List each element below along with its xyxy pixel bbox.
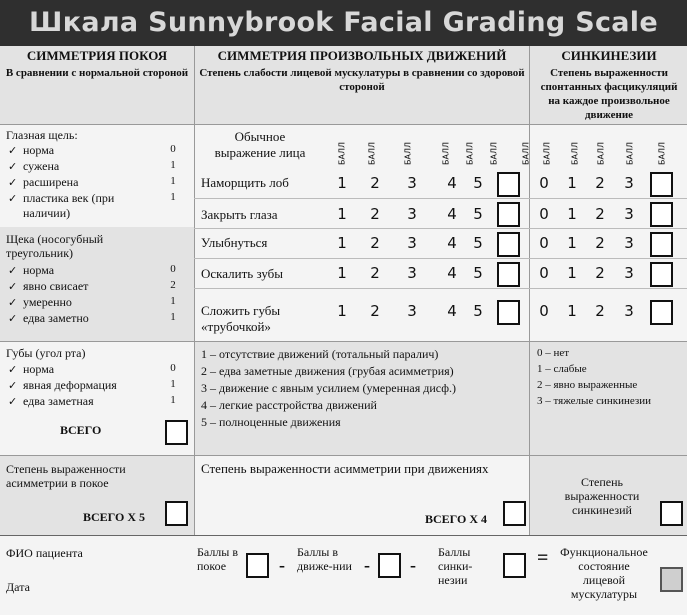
synkinesis-score-box[interactable] (650, 172, 673, 197)
movement-legend-4: 4 – легкие расстройства движений (201, 398, 377, 412)
row-label-smile: Улыбнуться (201, 235, 268, 250)
movement-severity-label: Степень выраженности асимметрии при движениях (201, 461, 489, 476)
score: 0 (170, 362, 176, 374)
score-option[interactable]: 3 (624, 264, 634, 282)
score-option[interactable]: 5 (473, 174, 483, 192)
score: 0 (170, 143, 176, 155)
score: 1 (170, 311, 176, 323)
score-option[interactable]: 1 (567, 302, 577, 320)
equals-sign: = (537, 547, 549, 569)
rest-header: СИММЕТРИЯ ПОКОЯ В сравнении с нормальной стороной (5, 48, 189, 79)
movement-score-box[interactable] (497, 300, 520, 325)
movement-score-box[interactable] (497, 232, 520, 257)
score-option[interactable]: 1 (567, 205, 577, 223)
movement-legend-3: 3 – движение с явным усилием (умеренная дисф.) (201, 381, 457, 395)
ball-header: БАЛЛ (465, 142, 475, 165)
movement-score-label: Баллы в движе-нии (297, 545, 352, 573)
ball-header: БАЛЛ (657, 142, 667, 165)
synkinesis-score-final-box[interactable] (503, 553, 526, 578)
score-option[interactable]: 2 (370, 174, 380, 192)
score-option[interactable]: 1 (567, 174, 577, 192)
score-option[interactable]: 1 (567, 264, 577, 282)
lips-group-title: Губы (угол рта) (6, 346, 86, 360)
score: 1 (170, 295, 176, 307)
score-option[interactable]: 2 (595, 302, 605, 320)
score-option[interactable]: 2 (595, 205, 605, 223)
score-option[interactable]: 4 (447, 234, 457, 252)
score-option[interactable]: 2 (595, 234, 605, 252)
movement-score-box[interactable] (497, 262, 520, 287)
list-item: ✓ явная деформация (8, 378, 117, 392)
synkinesis-score-box[interactable] (650, 262, 673, 287)
score-option[interactable]: 2 (595, 264, 605, 282)
ball-header: БАЛЛ (367, 142, 377, 165)
score: 1 (170, 191, 176, 203)
list-item-cont: наличии) (23, 206, 71, 220)
result-label: Функциональное состояние лицевой мускулатуры (560, 545, 648, 601)
score-option[interactable]: 1 (337, 264, 347, 282)
normal-expression-label: Обычное выражение лица (214, 129, 306, 160)
minus-sign: - (279, 555, 285, 575)
score-option[interactable]: 3 (624, 174, 634, 192)
score-option[interactable]: 3 (407, 302, 417, 320)
list-item: ✓ пластика век (при (8, 191, 115, 205)
score-option[interactable]: 5 (473, 234, 483, 252)
score: 2 (170, 279, 176, 291)
synkinesis-score-label: Баллы синки-незии (438, 545, 473, 587)
score-option[interactable]: 0 (539, 234, 549, 252)
score-option[interactable]: 0 (539, 302, 549, 320)
list-item: ✓ сужена (8, 159, 60, 173)
score: 1 (170, 159, 176, 171)
synkinesis-legend-1: 1 – слабые (537, 363, 587, 375)
list-item: ✓ норма (8, 362, 55, 376)
ball-header: БАЛЛ (596, 142, 606, 165)
score-option[interactable]: 1 (337, 302, 347, 320)
rest-total-box[interactable] (165, 420, 188, 445)
minus-sign: - (364, 555, 370, 575)
synkinesis-score-box[interactable] (650, 232, 673, 257)
patient-name-label: ФИО пациента (6, 546, 83, 560)
score-option[interactable]: 2 (595, 174, 605, 192)
eye-group-title: Глазная щель: (6, 128, 78, 142)
ball-header: БАЛЛ (337, 142, 347, 165)
score-option[interactable]: 3 (407, 234, 417, 252)
score-option[interactable]: 5 (473, 205, 483, 223)
movement-header: СИММЕТРИЯ ПРОИЗВОЛЬНЫХ ДВИЖЕНИЙ Степень слабости лицевой мускулатуры в сравнении со здоровой стороной (199, 48, 525, 93)
list-item: ✓ явно свисает (8, 279, 89, 293)
score: 1 (170, 394, 176, 406)
list-item: ✓ едва заметно (8, 311, 89, 325)
synkinesis-score-box[interactable] (650, 202, 673, 227)
score-option[interactable]: 2 (370, 264, 380, 282)
synkinesis-legend-0: 0 – нет (537, 347, 570, 359)
score-option[interactable]: 2 (370, 302, 380, 320)
score-option[interactable]: 3 (407, 205, 417, 223)
ball-header: БАЛЛ (570, 142, 580, 165)
movement-total-x4-label: ВСЕГО Х 4 (425, 512, 488, 526)
list-item: ✓ норма (8, 143, 55, 157)
movement-score-final-box[interactable] (378, 553, 401, 578)
ball-header: БАЛЛ (441, 142, 451, 165)
synkinesis-total-box[interactable] (660, 501, 683, 526)
score-option[interactable]: 1 (337, 205, 347, 223)
score-option[interactable]: 0 (539, 205, 549, 223)
score-option[interactable]: 3 (407, 174, 417, 192)
movement-legend-1: 1 – отсутствие движений (тотальный паралич) (201, 347, 439, 361)
page-title: Шкала Sunnybrook Facial Grading Scale (0, 0, 687, 46)
score-option[interactable]: 4 (447, 174, 457, 192)
row-label-teeth: Оскалить зубы (201, 266, 284, 281)
ball-header: БАЛЛ (403, 142, 413, 165)
movement-score-box[interactable] (497, 172, 520, 197)
synkinesis-legend-3: 3 – тяжелые синкинезии (537, 395, 651, 407)
score-option[interactable]: 0 (539, 264, 549, 282)
score-option[interactable]: 1 (337, 234, 347, 252)
ball-header: БАЛЛ (521, 142, 531, 165)
score: 0 (170, 263, 176, 275)
score-option[interactable]: 5 (473, 264, 483, 282)
movement-legend-5: 5 – полноценные движения (201, 415, 341, 429)
list-item: ✓ едва заметная (8, 394, 94, 408)
rest-severity-label: Степень выраженности асимметрии в покое (6, 462, 126, 490)
row-label-eyes: Закрыть глаза (201, 207, 278, 222)
list-item: ✓ норма (8, 263, 55, 277)
score: 1 (170, 378, 176, 390)
row-label-forehead: Наморщить лоб (201, 175, 289, 190)
score-option[interactable]: 3 (624, 302, 634, 320)
movement-total-x4-box[interactable] (503, 501, 526, 526)
score-option[interactable]: 2 (370, 234, 380, 252)
date-label: Дата (6, 580, 30, 594)
row-label-lips: Сложить губы «трубочкой» (201, 303, 281, 334)
minus-sign: - (410, 555, 416, 575)
synkinesis-severity-label: Степень выраженности синкинезий (564, 475, 640, 517)
ball-header: БАЛЛ (542, 142, 552, 165)
list-item: ✓ расширена (8, 175, 79, 189)
synkinesis-legend-2: 2 – явно выраженные (537, 379, 638, 391)
cheek-group-title: Щека (носогубный (6, 232, 104, 246)
score-option[interactable]: 4 (447, 302, 457, 320)
rest-total-label: ВСЕГО (60, 423, 102, 437)
rest-total-x5-label: ВСЕГО Х 5 (83, 510, 146, 524)
score-option[interactable]: 3 (624, 234, 634, 252)
score-option[interactable]: 4 (447, 264, 457, 282)
rest-score-box[interactable] (246, 553, 269, 578)
rest-total-x5-box[interactable] (165, 501, 188, 526)
list-item: ✓ умеренно (8, 295, 72, 309)
ball-header: БАЛЛ (625, 142, 635, 165)
cheek-group-title-cont: треугольник) (6, 246, 74, 260)
movement-legend-2: 2 – едва заметные движения (грубая асимметрия) (201, 364, 454, 378)
score-option[interactable]: 4 (447, 205, 457, 223)
result-box[interactable] (660, 567, 683, 592)
score-option[interactable]: 1 (567, 234, 577, 252)
score-option[interactable]: 5 (473, 302, 483, 320)
score: 1 (170, 175, 176, 187)
score-option[interactable]: 0 (539, 174, 549, 192)
synkinesis-header: СИНКИНЕЗИИ Степень выраженности спонтанных фасцикуляций на каждое произвольное движение (540, 48, 678, 121)
synkinesis-score-box[interactable] (650, 300, 673, 325)
score-option[interactable]: 2 (370, 205, 380, 223)
movement-score-box[interactable] (497, 202, 520, 227)
rest-score-label: Баллы в покое (197, 545, 239, 573)
score-option[interactable]: 3 (407, 264, 417, 282)
ball-header: БАЛЛ (489, 142, 499, 165)
score-option[interactable]: 3 (624, 205, 634, 223)
score-option[interactable]: 1 (337, 174, 347, 192)
